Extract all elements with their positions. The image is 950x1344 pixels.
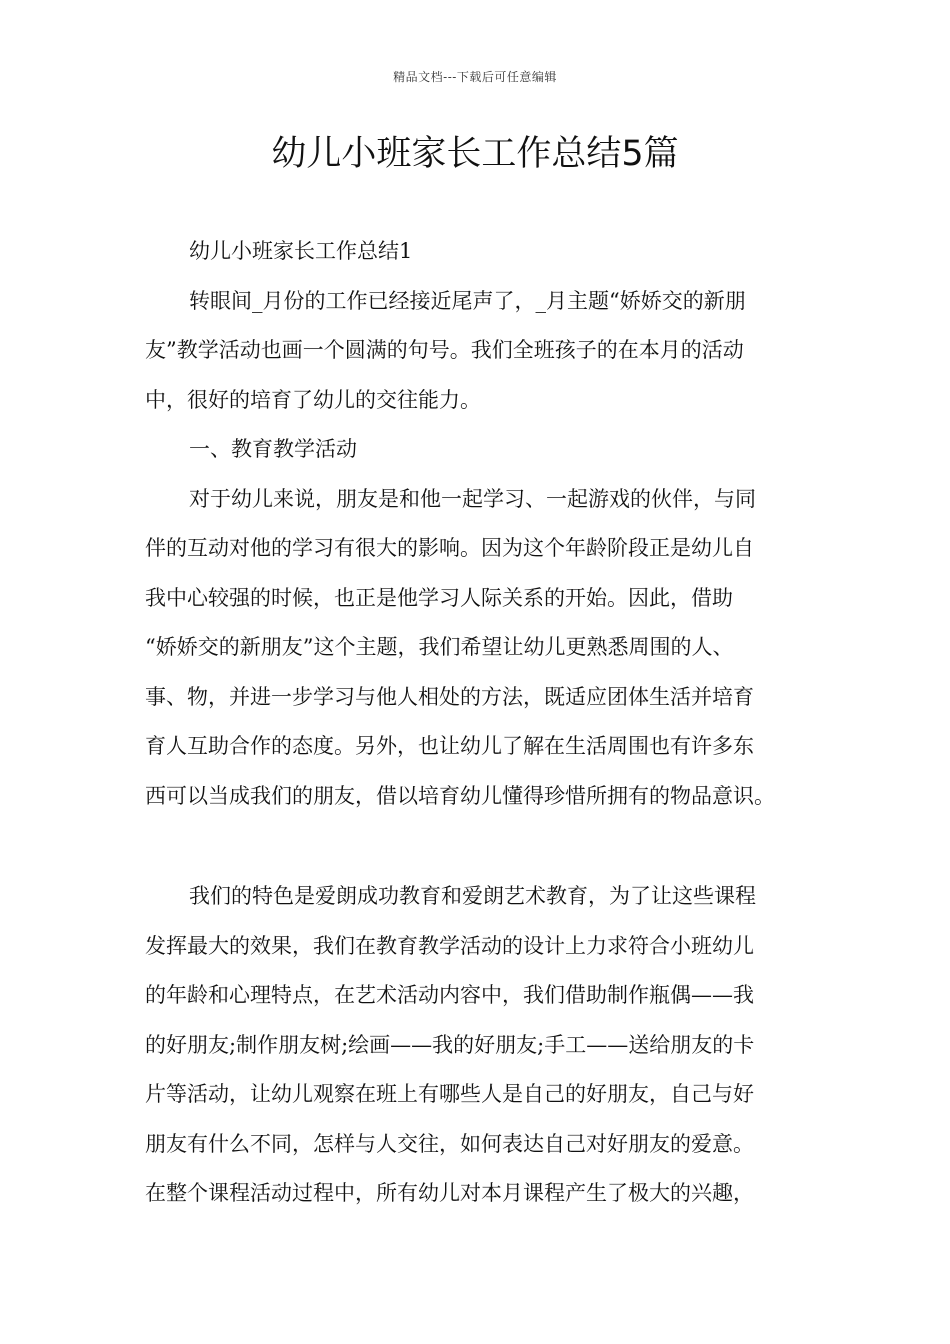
header-note: 精品文档---下载后可任意编辑 [393, 70, 557, 84]
text-line: 我们的特色是爱朗成功教育和爱朗艺术教育，为了让这些课程 [189, 884, 756, 908]
text-line: “娇娇交的新朋友”这个主题，我们希望让幼儿更熟悉周围的人、 [145, 635, 734, 659]
text-line: 的年龄和心理特点，在艺术活动内容中，我们借助制作瓶偶——我 [145, 983, 754, 1007]
text-line: 片等活动，让幼儿观察在班上有哪些人是自己的好朋友，自己与好 [145, 1082, 754, 1106]
text-line: 西可以当成我们的朋友，借以培育幼儿懂得珍惜所拥有的物品意识。 [145, 783, 775, 808]
text-line: 转眼间_月份的工作已经接近尾声了，_月主题“娇娇交的新朋 [189, 288, 746, 313]
text-line: 我中心较强的时候，也正是他学习人际关系的开始。因此，借助 [145, 585, 733, 610]
text-line: 在整个课程活动过程中，所有幼儿对本月课程产生了极大的兴趣， [145, 1181, 754, 1205]
text-line: 发挥最大的效果，我们在教育教学活动的设计上力求符合小班幼儿 [145, 933, 754, 958]
text-line: 友”教学活动也画一个圆满的句号。我们全班孩子的在本月的活动 [145, 338, 744, 362]
text-line: 对于幼儿来说，朋友是和他一起学习、一起游戏的伙伴，与同 [189, 486, 756, 511]
text-line: 伴的互动对他的学习有很大的影响。因为这个年龄阶段正是幼儿自 [145, 536, 754, 560]
text-line: 事、物，并进一步学习与他人相处的方法，既适应团体生活并培育 [145, 684, 754, 709]
text-line: 育人互助合作的态度。另外，也让幼儿了解在生活周围也有许多东 [145, 734, 754, 758]
text-line: 的好朋友;制作朋友树;绘画——我的好朋友;手工——送给朋友的卡 [145, 1032, 755, 1057]
text-line: 幼儿小班家长工作总结1 [189, 239, 413, 263]
text-line: 一、教育教学活动 [189, 437, 357, 461]
body-text-block-2 [145, 872, 805, 1219]
body-text-block-1 [145, 227, 805, 821]
text-line: 中，很好的培育了幼儿的交往能力。 [145, 387, 481, 412]
text-line: 朋友有什么不同，怎样与人交往，如何表达自己对好朋友的爱意。 [145, 1131, 754, 1156]
document-title: 幼儿小班家长工作总结5篇 [271, 134, 679, 174]
